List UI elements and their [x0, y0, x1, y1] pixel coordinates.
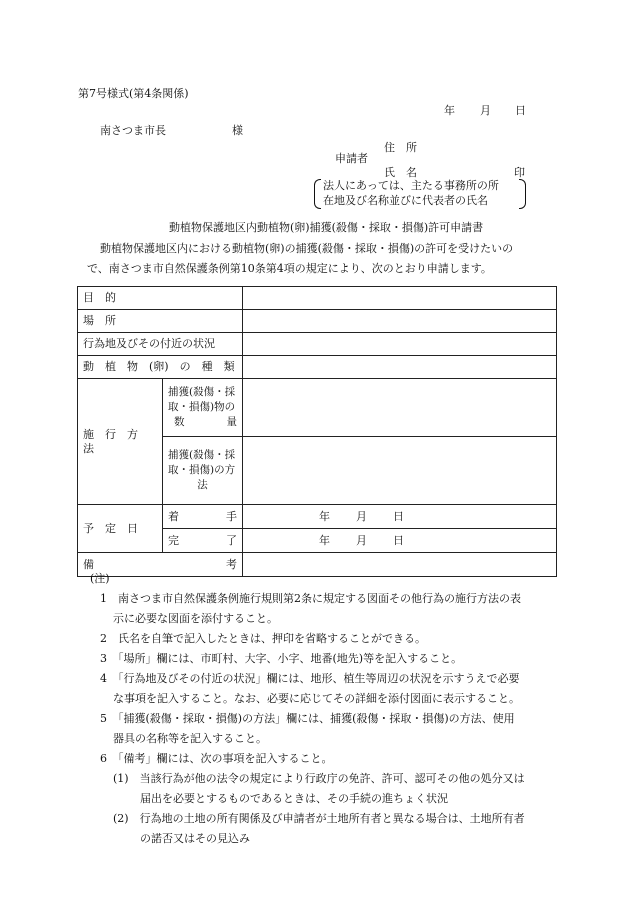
corporate-note-line1: 法人にあっては、主たる事務所の所	[323, 179, 499, 192]
row-purpose	[78, 287, 557, 310]
note-3: 3 「場所」欄には、市町村、大字、小字、地番(地先)等を記入すること。	[100, 652, 463, 665]
row-schedule-start	[78, 505, 557, 529]
corporate-note-line2: 在地及び名称並びに代表者の氏名	[323, 194, 488, 207]
addressee-honorific: 様	[232, 124, 243, 137]
end-year-label: 年	[319, 533, 330, 547]
label-situation: 行為地及びその付近の状況	[78, 333, 243, 356]
note-6-2-line-1: (2) 行為地の土地の所有関係及び申請者が土地所有者と異なる場合は、土地所有者	[113, 812, 525, 825]
document-title: 動植物保護地区内動植物(卵)捕獲(殺傷・採取・損傷)許可申請書	[169, 221, 484, 234]
row-method-quantity	[78, 379, 557, 437]
applicant-address-label: 住 所	[384, 141, 417, 154]
field-place[interactable]	[243, 310, 557, 333]
note-4-line-1: 4 「行為地及びその付近の状況」欄には、地形、植生等周辺の状況を示すうえで必要	[100, 672, 520, 685]
notes-heading: (注)	[90, 572, 110, 585]
label-method-means: 捕獲(殺傷・採 取・損傷)の方 法	[163, 437, 243, 505]
field-method-quantity[interactable]	[243, 379, 557, 437]
label-end: 完 了	[163, 529, 243, 553]
row-place	[78, 310, 557, 333]
applicant-name-label: 氏 名	[384, 166, 417, 179]
label-method: 施 行 方 法	[78, 379, 163, 505]
field-start-date[interactable]	[243, 505, 557, 529]
application-form-table	[77, 286, 557, 577]
note-1-line-1: 1 南さつま市自然保護条例施行規則第2条に規定する図面その他行為の施行方法の表	[100, 592, 521, 605]
note-5-line-2: 器具の名称等を記入すること。	[113, 732, 267, 745]
field-species[interactable]	[243, 356, 557, 379]
field-method-means[interactable]	[243, 437, 557, 505]
date-day-label: 日	[515, 104, 526, 117]
addressee-name: 南さつま市長	[100, 124, 166, 137]
label-place: 場 所	[78, 310, 243, 333]
note-6: 6 「備考」欄には、次の事項を記入すること。	[100, 752, 333, 765]
form-number: 第7号様式(第4条関係)	[78, 87, 189, 100]
left-bracket	[314, 179, 321, 209]
start-day-label: 日	[393, 509, 404, 523]
corporate-note	[314, 179, 526, 209]
seal-mark: 印	[514, 166, 525, 179]
label-start: 着 手	[163, 505, 243, 529]
field-purpose[interactable]	[243, 287, 557, 310]
note-1-line-2: 示に必要な図面を添付すること。	[113, 612, 278, 625]
note-2: 2 氏名を自筆で記入したときは、押印を省略することができる。	[100, 632, 426, 645]
field-situation[interactable]	[243, 333, 557, 356]
date-year-label: 年	[444, 104, 455, 117]
end-month-label: 月	[356, 533, 367, 547]
start-year-label: 年	[319, 509, 330, 523]
end-day-label: 日	[393, 533, 404, 547]
note-6-1-line-1: (1) 当該行為が他の法令の規定により行政庁の免許、許可、認可その他の処分又は	[113, 772, 525, 785]
applicant-label: 申請者	[335, 152, 368, 165]
note-6-2-line-2: の諾否又はその見込み	[140, 832, 250, 845]
start-month-label: 月	[356, 509, 367, 523]
note-5-line-1: 5 「捕獲(殺傷・採取・損傷)の方法」欄には、捕獲(殺傷・採取・損傷)の方法、使用	[100, 712, 515, 725]
label-method-quantity: 捕獲(殺傷・採 取・損傷)物の 数 量	[163, 379, 243, 437]
note-4-line-2: な事項を記入すること。なお、必要に応じてその詳細を添付図面に表示すること。	[113, 692, 520, 705]
row-species	[78, 356, 557, 379]
field-remarks[interactable]	[243, 553, 557, 577]
label-schedule: 予 定 日	[78, 505, 163, 553]
field-end-date[interactable]	[243, 529, 557, 553]
date-month-label: 月	[480, 104, 491, 117]
row-remarks	[78, 553, 557, 577]
right-bracket	[519, 179, 526, 209]
label-remarks: 備 考	[78, 553, 243, 577]
row-situation	[78, 333, 557, 356]
label-species: 動 植 物 (卵) の 種 類	[78, 356, 243, 379]
intro-line-1: 動植物保護地区内における動植物(卵)の捕獲(殺傷・採取・損傷)の許可を受けたいの	[100, 242, 514, 255]
note-6-1-line-2: 届出を必要とするものであるときは、その手続の進ちょく状況	[140, 792, 448, 805]
intro-line-2: で、南さつま市自然保護条例第10条第4項の規定により、次のとおり申請します。	[87, 262, 492, 275]
label-purpose: 目 的	[78, 287, 243, 310]
